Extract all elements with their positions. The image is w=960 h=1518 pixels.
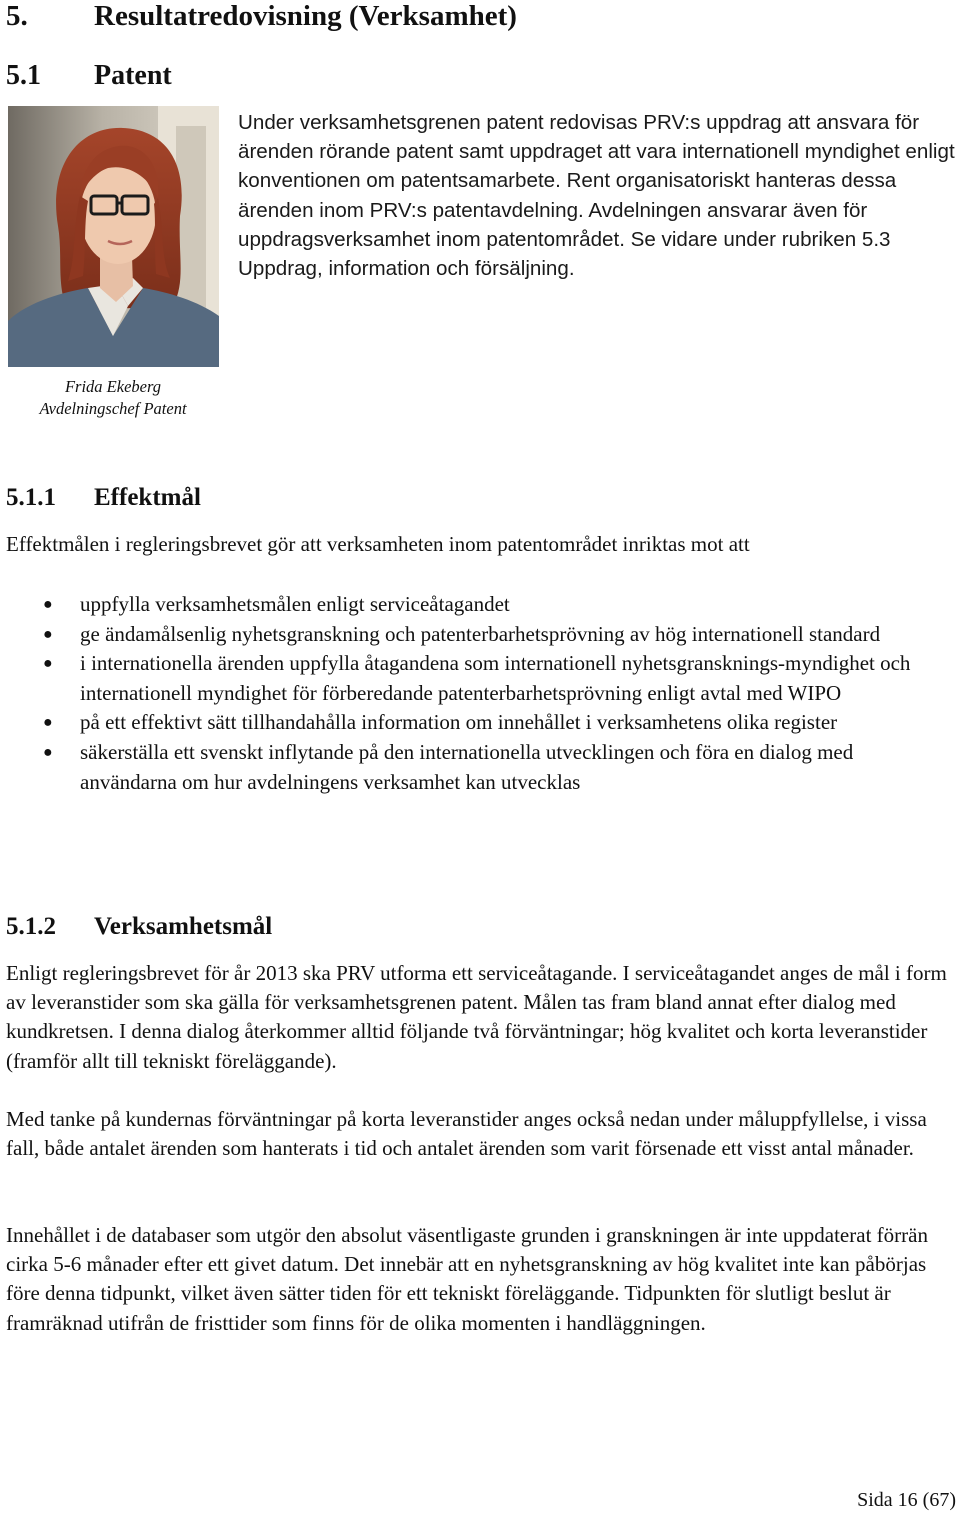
verksamhetsmal-paragraph-3: Innehållet i de databaser som utgör den absolut väsentligaste grunden i granskningen är inte uppdaterat förrän cirka 5-6 månader efter ett givet datum. Det innebär att en nyhetsgranskning av hög kvalitet inte kan påbörjas före denna tidpunkt, vilket även sätter tiden för ett tekniskt föreläggande. Tidpunkten för slutligt beslut är framräknad utifrån de fristtider som finns för de olika momenten i handläggningen. [6,1223,928,1335]
list-item-text: i internationella ärenden uppfylla åtagandena som internationell nyhetsgransknings-myndighet och internationell myndighet för förberedande patenterbarhetsprövning enligt avtal med WIPO [80,651,911,705]
effektmal-lead: Effektmålen i regleringsbrevet gör att verksamheten inom patentområdet inriktas mot att [6,532,750,556]
effektmal-number: 5.1.1 [6,484,56,511]
effektmal-heading [6,484,201,512]
list-item [0,649,950,708]
list-item [0,590,950,620]
verksamhetsmal-paragraph-2: Med tanke på kundernas förväntningar på korta leveranstider anges också nedan under måluppfyllelse, i vissa fall, både antalet ärenden som hanterats i tid och antalet ärenden som varit försenade ett visst antal månader. [6,1107,927,1161]
subsection-title: Patent [94,60,172,91]
list-item-text: uppfylla verksamhetsmålen enligt serviceåtagandet [80,592,510,616]
verksamhetsmal-paragraph-1: Enligt regleringsbrevet för år 2013 ska PRV utforma ett serviceåtagande. I serviceåtagandet anges de mål i form av leveranstider som ska gälla för verksamhetsgrenen patent. Målen tas fram bland annat efter dialog med kundkretsen. I denna dialog återkommer alltid följande två förväntningar; hög kvalitet och korta leveranstider (framför allt till tekniskt föreläggande). [6,961,947,1073]
portrait-illustration [8,106,219,367]
list-item-text: säkerställa ett svenskt inflytande på den internationella utvecklingen och föra en dialog med användarna om hur avdelningens verksamhet kan utvecklas [80,739,854,794]
bullet-icon: ● [43,596,53,613]
portrait-photo [8,106,219,367]
intro-paragraph: Under verksamhetsgrenen patent redovisas PRV:s uppdrag att ansvara för ärenden rörande patent samt uppdraget att vara internationell myndighet enligt konventionen om patentsamarbete. Rent organisatoriskt hanteras dessa ärenden inom PRV:s patentavdelning. Avdelningen ansvarar även för uppdragsverksamhet inom patentområdet. Se vidare under rubriken 5.3 Uppdrag, information och försäljning. [238,111,955,281]
section-title: Resultatredovisning (Verksamhet) [94,0,517,32]
subsection-heading [6,60,172,92]
verksamhetsmal-number: 5.1.2 [6,913,56,940]
list-item [0,738,950,797]
bullet-icon: ● [43,655,53,673]
caption-role: Avdelningschef Patent [39,399,187,418]
list-item-text: ge ändamålsenlig nyhetsgranskning och patenterbarhetsprövning av hög internationell standard [80,621,881,646]
caption-name: Frida Ekeberg [64,377,162,396]
section-heading [6,0,517,33]
list-item [0,708,950,738]
bullet-icon: ● [43,625,53,643]
effektmal-list [0,590,960,797]
effektmal-title: Effektmål [94,484,201,511]
list-item [0,620,950,650]
photo-caption [0,376,226,420]
verksamhetsmal-title: Verksamhetsmål [94,913,273,940]
bullet-icon: ● [43,743,53,761]
verksamhetsmal-heading [6,913,272,941]
list-item-text: på ett effektivt sätt tillhandahålla information om innehållet i verksamhetens olika register [80,710,838,735]
subsection-number: 5.1 [6,60,41,91]
page-number: Sida 16 (67) [857,1489,956,1511]
bullet-icon: ● [43,714,53,732]
section-number: 5. [6,0,28,32]
